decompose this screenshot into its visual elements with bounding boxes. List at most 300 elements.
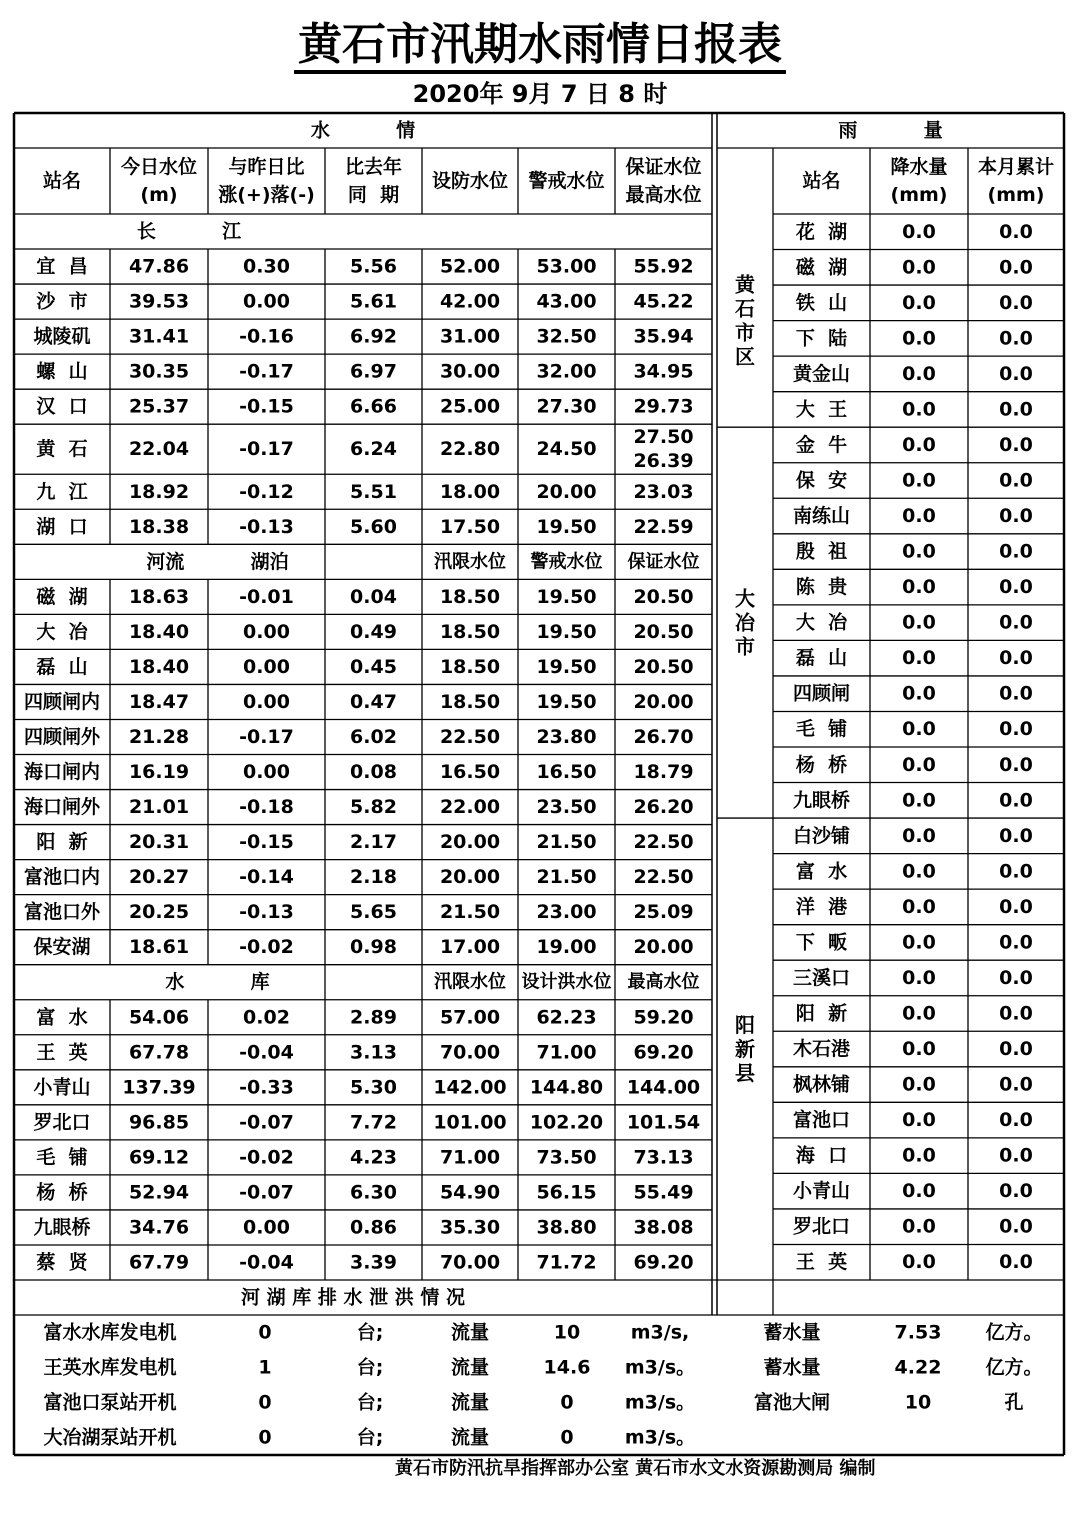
rainfall-value: 0.0 xyxy=(902,824,936,847)
unit-count: 0 xyxy=(258,1391,272,1414)
rainfall-value: 0.0 xyxy=(902,1073,936,1096)
rainfall-value: 0.0 xyxy=(902,433,936,456)
rain-station-name: 杨 桥 xyxy=(795,753,848,776)
warning-level-value: 19.00 xyxy=(536,936,597,959)
rain-station-name: 保 安 xyxy=(795,469,848,492)
station-name: 九眼桥 xyxy=(33,1216,91,1239)
flood-limit-level-value: 70.00 xyxy=(439,1041,501,1064)
rain-station-name: 富 水 xyxy=(795,860,848,883)
guarantee-level-value: 38.08 xyxy=(633,1216,694,1239)
report-date: 2020年 9月 7 日 8 时 xyxy=(412,80,668,108)
flood-limit-level-value: 22.50 xyxy=(439,725,501,748)
rain-station-name: 南练山 xyxy=(792,505,851,528)
station-name: 毛 铺 xyxy=(36,1146,88,1169)
station-name: 沙 市 xyxy=(36,290,88,313)
rainfall-value: 0.0 xyxy=(902,576,936,599)
vs-yesterday-value: 0.00 xyxy=(243,1216,290,1239)
warning-level-value: 73.50 xyxy=(536,1146,597,1169)
fortify-level-value: 17.50 xyxy=(439,515,501,538)
rain-station-name: 四顾闸 xyxy=(792,682,851,705)
today-level-value: 54.06 xyxy=(128,1006,190,1029)
warning-level-value: 19.50 xyxy=(536,585,597,608)
vs-last-year-value: 0.08 xyxy=(350,761,397,784)
vs-yesterday-value: -0.04 xyxy=(239,1041,294,1064)
rain-station-name: 枫林铺 xyxy=(792,1073,851,1096)
guarantee-level-value: 25.09 xyxy=(633,901,694,924)
guarantee-level-value: 101.54 xyxy=(626,1111,701,1134)
rainfall-value: 0.0 xyxy=(902,931,936,954)
unit-count: 1 xyxy=(258,1356,272,1379)
flood-limit-level-value: 54.90 xyxy=(439,1181,501,1204)
vs-yesterday-value: 0.00 xyxy=(243,290,290,313)
rain-section-header: 雨 量 xyxy=(838,119,943,142)
col-header-today-level: 今日水位 xyxy=(120,156,198,178)
station-name: 王 英 xyxy=(36,1041,88,1064)
extra-value: 7.53 xyxy=(894,1321,942,1344)
vs-yesterday-value: 0.00 xyxy=(243,761,290,784)
guarantee-level-value: 26.70 xyxy=(633,725,694,748)
today-level-value: 21.28 xyxy=(128,725,190,748)
month-total-value: 0.0 xyxy=(999,540,1033,563)
today-level-value: 18.40 xyxy=(128,655,190,678)
guarantee-level-value: 69.20 xyxy=(633,1041,694,1064)
today-level-value: 39.53 xyxy=(128,290,190,313)
rainfall-value: 0.0 xyxy=(902,718,936,741)
col-header-rain-station: 站名 xyxy=(802,170,841,192)
today-level-value: 18.40 xyxy=(128,620,190,643)
station-name: 磁 湖 xyxy=(36,585,88,608)
rain-station-name: 毛 铺 xyxy=(795,718,848,741)
month-total-value: 0.0 xyxy=(999,966,1033,989)
today-level-value: 18.38 xyxy=(128,515,190,538)
vs-last-year-value: 6.30 xyxy=(350,1181,397,1204)
guarantee-level-value: 18.79 xyxy=(633,761,694,784)
rainfall-value: 0.0 xyxy=(902,789,936,812)
col-header-rainfall-unit: (mm) xyxy=(890,184,948,206)
today-level-value: 18.63 xyxy=(128,585,190,608)
extra-label: 富池大闸 xyxy=(753,1391,831,1414)
month-total-value: 0.0 xyxy=(999,753,1033,776)
flood-limit-level-value: 20.00 xyxy=(439,866,501,889)
month-total-value: 0.0 xyxy=(999,576,1033,599)
col-header-vs-yesterday: 与昨日比 xyxy=(228,156,305,178)
unit-label: 台; xyxy=(356,1426,384,1449)
today-level-value: 21.01 xyxy=(128,796,190,819)
warning-level-value: 21.50 xyxy=(536,831,597,854)
col-header-guarantee-level: 保证水位 xyxy=(625,156,702,178)
station-name: 磊 山 xyxy=(36,655,88,678)
station-name: 阳 新 xyxy=(36,831,88,854)
rainfall-value: 0.0 xyxy=(902,611,936,634)
col-header-reservoirs-c: 最高水位 xyxy=(627,971,700,993)
section-label-rivers-lakes: 河流 湖泊 xyxy=(146,550,289,573)
vs-last-year-value: 2.89 xyxy=(350,1006,397,1029)
extra-unit: 孔 xyxy=(1004,1391,1024,1414)
guarantee-level-value: 34.95 xyxy=(633,360,694,383)
station-name: 保安湖 xyxy=(33,936,91,959)
discharge-title: 河 湖 库 排 水 泄 洪 情 况 xyxy=(241,1286,465,1309)
flow-unit: m3/s。 xyxy=(624,1426,696,1449)
vs-last-year-value: 5.30 xyxy=(350,1076,397,1099)
flood-limit-level-value: 35.30 xyxy=(439,1216,501,1239)
month-total-value: 0.0 xyxy=(999,469,1033,492)
guarantee-level-value: 69.20 xyxy=(633,1251,694,1274)
rainfall-value: 0.0 xyxy=(902,682,936,705)
rain-station-name: 木石港 xyxy=(792,1038,851,1061)
vs-last-year-value: 6.92 xyxy=(350,325,397,348)
month-total-value: 0.0 xyxy=(999,682,1033,705)
rainfall-value: 0.0 xyxy=(902,966,936,989)
vs-yesterday-value: 0.00 xyxy=(243,620,290,643)
rain-station-name: 下 畈 xyxy=(795,931,848,954)
vs-yesterday-value: 0.02 xyxy=(243,1006,290,1029)
station-name: 四顾闸内 xyxy=(23,690,101,713)
guarantee-level-value: 59.20 xyxy=(633,1006,694,1029)
guarantee-level-value: 73.13 xyxy=(633,1146,694,1169)
vs-yesterday-value: -0.04 xyxy=(239,1251,294,1274)
today-level-value: 16.19 xyxy=(128,761,190,784)
month-total-value: 0.0 xyxy=(999,1038,1033,1061)
station-name: 四顾闸外 xyxy=(23,725,101,748)
station-name: 黄 石 xyxy=(36,438,88,461)
guarantee-level-value: 22.59 xyxy=(633,515,694,538)
month-total-value: 0.0 xyxy=(999,931,1033,954)
rainfall-value: 0.0 xyxy=(902,895,936,918)
today-level-value: 20.25 xyxy=(128,901,190,924)
rainfall-value: 0.0 xyxy=(902,1180,936,1203)
section-label-changjiang: 长 江 xyxy=(136,220,242,243)
flood-limit-level-value: 101.00 xyxy=(433,1111,507,1134)
rain-region-label: 阳新县 xyxy=(735,1013,755,1086)
flood-limit-level-value: 20.00 xyxy=(439,831,501,854)
warning-level-value: 23.50 xyxy=(536,796,597,819)
vs-last-year-value: 5.60 xyxy=(350,515,397,538)
rain-station-name: 白沙铺 xyxy=(792,824,851,847)
vs-last-year-value: 0.04 xyxy=(350,585,397,608)
station-name: 螺 山 xyxy=(36,360,88,383)
warning-level-value: 23.80 xyxy=(536,725,597,748)
vs-yesterday-value: -0.01 xyxy=(239,585,294,608)
rainfall-value: 0.0 xyxy=(902,1002,936,1025)
rainfall-value: 0.0 xyxy=(902,362,936,385)
vs-last-year-value: 0.45 xyxy=(350,655,397,678)
month-total-value: 0.0 xyxy=(999,824,1033,847)
warning-level-value: 21.50 xyxy=(536,866,597,889)
vs-last-year-value: 3.39 xyxy=(350,1251,397,1274)
guarantee-level-value: 27.50 xyxy=(633,426,694,449)
rain-station-name: 海 口 xyxy=(795,1144,848,1167)
col-header-rivers-lakes-c: 保证水位 xyxy=(627,551,700,573)
guarantee-level-value: 22.50 xyxy=(633,831,694,854)
warning-level-value: 23.00 xyxy=(536,901,597,924)
extra-label: 蓄水量 xyxy=(763,1356,821,1379)
station-name: 大 冶 xyxy=(36,620,88,643)
rain-station-name: 富池口 xyxy=(792,1109,851,1132)
month-total-value: 0.0 xyxy=(999,611,1033,634)
vs-yesterday-value: -0.13 xyxy=(239,901,294,924)
col-header-rivers-lakes-a: 汛限水位 xyxy=(434,551,506,573)
station-name: 富池口内 xyxy=(23,866,101,889)
vs-yesterday-value: -0.17 xyxy=(239,725,294,748)
flow-value: 0 xyxy=(560,1426,574,1449)
fortify-level-value: 18.00 xyxy=(439,480,501,503)
report-title-text: 黄石市汛期水雨情日报表 xyxy=(294,19,786,74)
vs-last-year-value: 3.13 xyxy=(350,1041,397,1064)
today-level-value: 25.37 xyxy=(128,395,190,418)
month-total-value: 0.0 xyxy=(999,362,1033,385)
vs-yesterday-value: -0.17 xyxy=(239,360,294,383)
vs-yesterday-value: -0.12 xyxy=(239,480,294,503)
flood-limit-level-value: 18.50 xyxy=(439,655,501,678)
warning-level-value: 38.80 xyxy=(536,1216,597,1239)
flood-limit-level-value: 21.50 xyxy=(439,901,501,924)
vs-yesterday-value: -0.16 xyxy=(239,325,294,348)
warning-level-value: 102.20 xyxy=(529,1111,604,1134)
vs-yesterday-value: -0.07 xyxy=(239,1111,294,1134)
station-name: 九 江 xyxy=(36,480,88,503)
rainfall-value: 0.0 xyxy=(902,540,936,563)
col-header-vs-last-year: 比去年 xyxy=(344,156,403,178)
warning-level-value: 56.15 xyxy=(536,1181,597,1204)
rainfall-value: 0.0 xyxy=(902,398,936,421)
rainfall-value: 0.0 xyxy=(902,291,936,314)
flow-label: 流量 xyxy=(450,1391,490,1414)
warning-level-value: 19.50 xyxy=(536,690,597,713)
flood-limit-level-value: 70.00 xyxy=(439,1251,501,1274)
vs-last-year-value: 6.02 xyxy=(350,725,397,748)
warning-level-value: 27.30 xyxy=(536,395,597,418)
rainfall-value: 0.0 xyxy=(902,256,936,279)
vs-last-year-value: 0.47 xyxy=(350,690,397,713)
vs-yesterday-value: -0.18 xyxy=(239,796,294,819)
fortify-level-value: 22.80 xyxy=(439,438,501,461)
today-level-value: 34.76 xyxy=(128,1216,190,1239)
warning-level-value: 43.00 xyxy=(536,290,597,313)
fortify-level-value: 42.00 xyxy=(439,290,501,313)
col-header-warning-level: 警戒水位 xyxy=(528,170,605,192)
discharge-name: 富水水库发电机 xyxy=(43,1321,177,1344)
vs-yesterday-value: 0.00 xyxy=(243,690,290,713)
col-header-reservoirs-b: 设计洪水位 xyxy=(521,971,612,993)
rain-station-name: 大 王 xyxy=(795,398,848,421)
vs-last-year-value: 5.65 xyxy=(350,901,397,924)
flood-limit-level-value: 17.00 xyxy=(439,936,501,959)
today-level-value: 18.92 xyxy=(128,480,190,503)
station-name: 富 水 xyxy=(36,1006,88,1029)
month-total-value: 0.0 xyxy=(999,1002,1033,1025)
flow-unit: m3/s。 xyxy=(624,1356,696,1379)
today-level-value: 18.47 xyxy=(128,690,190,713)
rain-station-name: 磊 山 xyxy=(795,647,848,670)
guarantee-level-value: 22.50 xyxy=(633,866,694,889)
warning-level-value: 19.50 xyxy=(536,620,597,643)
guarantee-level-value: 26.20 xyxy=(633,796,694,819)
report-footer: 黄石市防汛抗旱指挥部办公室 黄石市水文水资源勘测局 编制 xyxy=(395,1458,876,1479)
extra-unit: 亿方。 xyxy=(985,1356,1043,1379)
rain-station-name: 黄金山 xyxy=(792,362,851,385)
station-name: 海口闸外 xyxy=(23,796,101,819)
vs-last-year-value: 7.72 xyxy=(350,1111,397,1134)
vs-last-year-value: 2.17 xyxy=(350,831,397,854)
vs-yesterday-value: 0.30 xyxy=(243,255,290,278)
rain-station-name: 阳 新 xyxy=(795,1002,848,1025)
today-level-value: 18.61 xyxy=(128,936,190,959)
vs-last-year-value: 0.49 xyxy=(350,620,397,643)
fortify-level-value: 30.00 xyxy=(439,360,501,383)
month-total-value: 0.0 xyxy=(999,1144,1033,1167)
month-total-value: 0.0 xyxy=(999,327,1033,350)
today-level-value: 67.78 xyxy=(128,1041,190,1064)
fortify-level-value: 31.00 xyxy=(439,325,501,348)
month-total-value: 0.0 xyxy=(999,860,1033,883)
station-name: 蔡 贤 xyxy=(36,1251,88,1274)
flood-limit-level-value: 57.00 xyxy=(439,1006,501,1029)
vs-last-year-value: 5.51 xyxy=(350,480,397,503)
rain-station-name: 九眼桥 xyxy=(792,789,851,812)
vs-last-year-value: 6.97 xyxy=(350,360,397,383)
warning-level-value: 19.50 xyxy=(536,655,597,678)
flow-label: 流量 xyxy=(450,1356,490,1379)
month-total-value: 0.0 xyxy=(999,1215,1033,1238)
vs-yesterday-value: 0.00 xyxy=(243,655,290,678)
station-name: 杨 桥 xyxy=(36,1181,88,1204)
station-name: 小青山 xyxy=(33,1076,91,1099)
vs-last-year-value: 4.23 xyxy=(350,1146,397,1169)
today-level-value: 20.27 xyxy=(128,866,190,889)
col-header-month-total: 本月累计 xyxy=(977,156,1055,178)
month-total-value: 0.0 xyxy=(999,718,1033,741)
col-header-vs-yesterday-sub: 涨(+)落(-) xyxy=(218,184,315,206)
guarantee-level-value: 20.50 xyxy=(633,655,694,678)
station-name: 富池口外 xyxy=(23,901,101,924)
rain-region-label: 黄石市区 xyxy=(735,272,755,369)
month-total-value: 0.0 xyxy=(999,220,1033,243)
unit-count: 0 xyxy=(258,1426,272,1449)
col-header-rivers-lakes-b: 警戒水位 xyxy=(530,551,603,573)
flood-limit-level-value: 142.00 xyxy=(433,1076,507,1099)
flood-limit-level-value: 18.50 xyxy=(439,690,501,713)
vs-yesterday-value: -0.13 xyxy=(239,515,294,538)
guarantee-level-value: 144.00 xyxy=(626,1076,701,1099)
discharge-name: 大冶湖泵站开机 xyxy=(43,1426,177,1449)
rain-station-name: 洋 港 xyxy=(795,895,848,918)
rainfall-value: 0.0 xyxy=(902,753,936,776)
month-total-value: 0.0 xyxy=(999,505,1033,528)
rain-region-label: 大冶市 xyxy=(735,586,755,659)
guarantee-level-value: 55.92 xyxy=(633,255,694,278)
warning-level-value: 71.00 xyxy=(536,1041,597,1064)
rainfall-value: 0.0 xyxy=(902,1038,936,1061)
flow-value: 0 xyxy=(560,1391,574,1414)
vs-yesterday-value: -0.17 xyxy=(239,438,294,461)
month-total-value: 0.0 xyxy=(999,291,1033,314)
col-header-rainfall: 降水量 xyxy=(890,156,948,178)
rainfall-value: 0.0 xyxy=(902,1144,936,1167)
rain-station-name: 磁 湖 xyxy=(795,256,848,279)
rainfall-value: 0.0 xyxy=(902,220,936,243)
rainfall-value: 0.0 xyxy=(902,1109,936,1132)
warning-level-value: 20.00 xyxy=(536,480,597,503)
today-level-value: 30.35 xyxy=(128,360,190,383)
unit-label: 台; xyxy=(356,1356,384,1379)
rain-station-name: 殷 祖 xyxy=(795,540,848,563)
station-name: 罗北口 xyxy=(33,1111,91,1134)
rain-station-name: 王 英 xyxy=(795,1251,848,1274)
month-total-value: 0.0 xyxy=(999,256,1033,279)
guarantee-level-value: 20.00 xyxy=(633,690,694,713)
vs-last-year-value: 5.61 xyxy=(350,290,397,313)
rainfall-value: 0.0 xyxy=(902,469,936,492)
month-total-value: 0.0 xyxy=(999,1180,1033,1203)
vs-yesterday-value: -0.02 xyxy=(239,936,294,959)
warning-level-value: 24.50 xyxy=(536,438,597,461)
vs-yesterday-value: -0.15 xyxy=(239,831,294,854)
extra-unit: 亿方。 xyxy=(985,1321,1043,1344)
vs-yesterday-value: -0.14 xyxy=(239,866,294,889)
month-total-value: 0.0 xyxy=(999,398,1033,421)
rain-station-name: 大 冶 xyxy=(795,611,848,634)
vs-yesterday-value: -0.15 xyxy=(239,395,294,418)
warning-level-value: 53.00 xyxy=(536,255,597,278)
col-header-month-total-unit: (mm) xyxy=(987,184,1045,206)
flow-label: 流量 xyxy=(450,1426,490,1449)
guarantee-level-value: 20.00 xyxy=(633,936,694,959)
today-level-value: 67.79 xyxy=(128,1251,190,1274)
rainfall-value: 0.0 xyxy=(902,505,936,528)
rain-station-name: 下 陆 xyxy=(795,327,848,350)
station-name: 汉 口 xyxy=(36,395,88,418)
rainfall-value: 0.0 xyxy=(902,1215,936,1238)
flow-unit: m3/s, xyxy=(630,1321,690,1344)
today-level-value: 52.94 xyxy=(128,1181,190,1204)
vs-last-year-value: 5.56 xyxy=(350,255,397,278)
warning-level-value: 71.72 xyxy=(536,1251,597,1274)
guarantee-level-value: 29.73 xyxy=(633,395,694,418)
flow-label: 流量 xyxy=(450,1321,490,1344)
today-level-value: 137.39 xyxy=(122,1076,196,1099)
rainfall-value: 0.0 xyxy=(902,327,936,350)
col-header-today-level-unit: (m) xyxy=(140,184,178,206)
rain-station-name: 罗北口 xyxy=(792,1215,851,1238)
vs-yesterday-value: -0.02 xyxy=(239,1146,294,1169)
warning-level-value: 32.50 xyxy=(536,325,597,348)
today-level-value: 47.86 xyxy=(128,255,190,278)
month-total-value: 0.0 xyxy=(999,1073,1033,1096)
extra-label: 蓄水量 xyxy=(763,1321,821,1344)
flow-value: 14.6 xyxy=(543,1356,591,1379)
rainfall-value: 0.0 xyxy=(902,647,936,670)
rain-station-name: 陈 贵 xyxy=(795,576,848,599)
section-label-reservoirs: 水 库 xyxy=(165,971,270,994)
today-level-value: 22.04 xyxy=(128,438,190,461)
warning-level-value: 144.80 xyxy=(529,1076,604,1099)
guarantee-level-value: 20.50 xyxy=(633,620,694,643)
flow-unit: m3/s。 xyxy=(624,1391,696,1414)
highest-level-value: 26.39 xyxy=(633,450,694,473)
guarantee-level-value: 55.49 xyxy=(633,1181,694,1204)
flood-limit-level-value: 71.00 xyxy=(439,1146,501,1169)
water-section-header: 水 情 xyxy=(310,119,416,142)
flow-value: 10 xyxy=(553,1321,581,1344)
today-level-value: 20.31 xyxy=(128,831,190,854)
guarantee-level-value: 23.03 xyxy=(633,480,694,503)
today-level-value: 69.12 xyxy=(128,1146,190,1169)
vs-last-year-value: 5.82 xyxy=(350,796,397,819)
station-name: 湖 口 xyxy=(36,515,88,538)
warning-level-value: 62.23 xyxy=(536,1006,597,1029)
rain-station-name: 三溪口 xyxy=(792,966,851,989)
vs-last-year-value: 0.98 xyxy=(350,936,397,959)
